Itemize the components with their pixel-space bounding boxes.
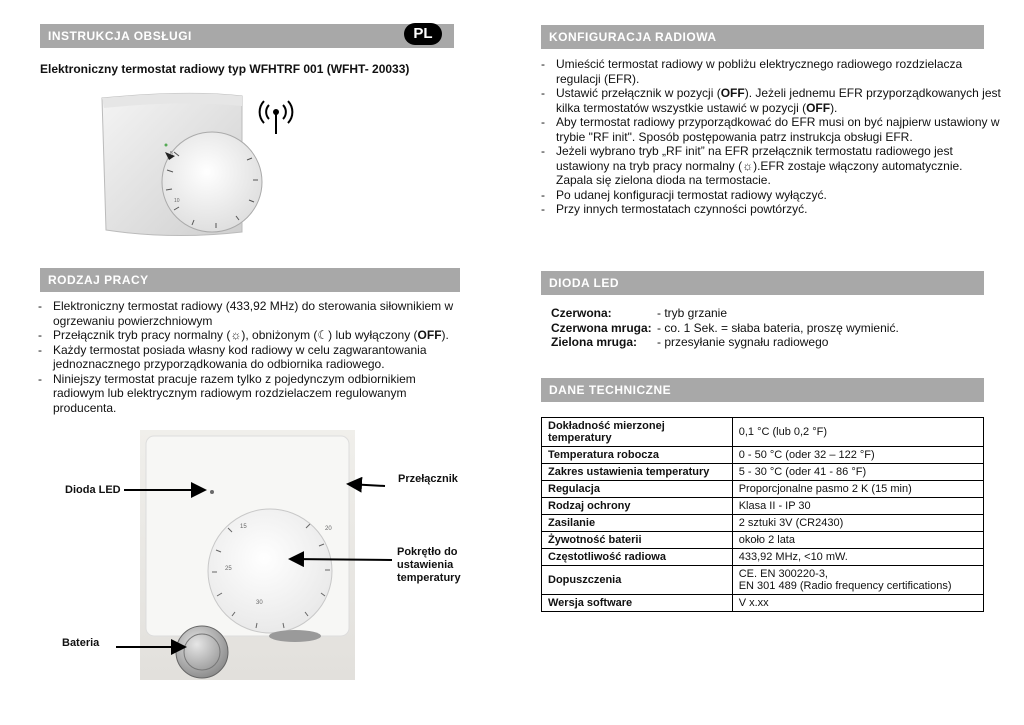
tech-value: 0 - 50 °C (oder 32 – 122 °F) bbox=[732, 447, 983, 464]
led-table bbox=[551, 306, 981, 350]
tech-value: Proporcjonalne pasmo 2 K (15 min) bbox=[732, 481, 983, 498]
led-row bbox=[551, 335, 981, 350]
lang-badge: PL bbox=[404, 23, 442, 45]
led-key: Zielona mruga: bbox=[551, 335, 638, 349]
header-dane-techniczne bbox=[541, 378, 984, 402]
tech-key: Rodzaj ochrony bbox=[542, 498, 733, 515]
label-przelacznik: Przełącznik bbox=[398, 473, 458, 485]
tech-row bbox=[542, 566, 984, 595]
led-key: Czerwona: bbox=[551, 306, 612, 320]
radio-item: - Ustawić przełącznik w pozycji (OFF). Jeżeli jednemu EFR przyporządkowanych jest kilka termostatów wszystkie ustawić w pozycji (OFF). bbox=[541, 86, 1001, 115]
radio-item: - Umieścić termostat radiowy w pobliżu elektrycznego radiowego rozdzielacza regulacji (EFR). bbox=[541, 57, 1001, 86]
tech-row bbox=[542, 418, 984, 447]
led-row bbox=[551, 321, 981, 336]
tech-value: 0,1 °C (lub 0,2 °F) bbox=[732, 418, 983, 447]
mode-item: - Elektroniczny termostat radiowy (433,92 MHz) do sterowania siłownikiem w ogrzewaniu powierzchniowym bbox=[38, 299, 468, 328]
header-dane-techniczne-label: DANE TECHNICZNE bbox=[549, 383, 672, 397]
dial-number: 10 bbox=[174, 198, 180, 204]
tech-table bbox=[541, 417, 984, 612]
dial-number: 5 bbox=[170, 151, 173, 157]
radio-item: - Jeżeli wybrano tryb „RF init” na EFR przełącznik termostatu radiowego jest ustawiony na tryb pracy normalny (☼).EFR zostaje włączony automatycznie. Zapala się zielona dioda na termostacie. bbox=[541, 144, 1001, 188]
radio-item: - Przy innych termostatach czynności powtórzyć. bbox=[541, 202, 1001, 217]
header-dioda-led-label: DIODA LED bbox=[549, 276, 620, 290]
header-rodzaj-pracy-label: RODZAJ PRACY bbox=[48, 273, 149, 287]
led-key: Czerwona mruga: bbox=[551, 320, 652, 335]
tech-value: około 2 lata bbox=[732, 532, 983, 549]
tech-row bbox=[542, 464, 984, 481]
tech-key: Dokładność mierzonej temperatury bbox=[542, 418, 733, 447]
tech-row bbox=[542, 595, 984, 612]
dial-number: 15 bbox=[240, 524, 247, 530]
led-row bbox=[551, 306, 981, 321]
led-value: - przesyłanie sygnału radiowego bbox=[657, 335, 829, 349]
header-instrukcja-label: INSTRUKCJA OBSŁUGI bbox=[48, 29, 192, 43]
radio-item: - Aby termostat radiowy przyporządkować do EFR musi on być najpierw ustawiony w trybie "RF init". Sposób postępowania patrz instrukcja obsługi EFR. bbox=[541, 115, 1001, 144]
mode-item: - Niniejszy termostat pracuje razem tylko z pojedynczym odbiornikiem radiowym lub elektrycznym radiowym rozdzielaczem regulowanym producenta. bbox=[38, 372, 468, 416]
dial-number: 20 bbox=[325, 526, 332, 532]
led-value: - tryb grzanie bbox=[657, 306, 728, 320]
tech-row bbox=[542, 481, 984, 498]
header-dioda-led bbox=[541, 271, 984, 295]
tech-value: 2 sztuki 3V (CR2430) bbox=[732, 515, 983, 532]
dial-number: 30 bbox=[256, 600, 263, 606]
tech-key: Dopuszczenia bbox=[542, 566, 733, 595]
radio-item: - Po udanej konfiguracji termostat radiowy wyłączyć. bbox=[541, 188, 1001, 203]
label-pokretlo: Pokrętło do ustawienia temperatury bbox=[397, 546, 461, 584]
tech-row bbox=[542, 532, 984, 549]
tech-key: Regulacja bbox=[542, 481, 733, 498]
tech-row bbox=[542, 515, 984, 532]
tech-key: Żywotność baterii bbox=[542, 532, 733, 549]
label-dioda-led: Dioda LED bbox=[65, 484, 121, 496]
mode-item: - Przełącznik tryb pracy normalny (☼), obniżonym (☾) lub wyłączony (OFF). bbox=[38, 328, 468, 343]
tech-value: 5 - 30 °C (oder 41 - 86 °F) bbox=[732, 464, 983, 481]
tech-value: V x.xx bbox=[732, 595, 983, 612]
tech-key: Wersja software bbox=[542, 595, 733, 612]
tech-key: Częstotliwość radiowa bbox=[542, 549, 733, 566]
tech-row bbox=[542, 549, 984, 566]
led-value: - co. 1 Sek. = słaba bateria, proszę wymienić. bbox=[657, 320, 899, 335]
tech-row bbox=[542, 498, 984, 515]
tech-row bbox=[542, 447, 984, 464]
tech-value: Klasa II - IP 30 bbox=[732, 498, 983, 515]
label-bateria: Bateria bbox=[62, 637, 100, 649]
product-title: Elektroniczny termostat radiowy typ WFHTRF 001 (WFHT- 20033) bbox=[40, 62, 410, 76]
tech-key: Temperatura robocza bbox=[542, 447, 733, 464]
tech-key: Zakres ustawienia temperatury bbox=[542, 464, 733, 481]
tech-value: 433,92 MHz, <10 mW. bbox=[732, 549, 983, 566]
header-konfiguracja bbox=[541, 25, 984, 49]
tech-value: CE. EN 300220-3, EN 301 489 (Radio frequency certifications) bbox=[732, 566, 983, 595]
header-konfiguracja-label: KONFIGURACJA RADIOWA bbox=[549, 30, 717, 44]
tech-key: Zasilanie bbox=[542, 515, 733, 532]
radio-list bbox=[541, 57, 1001, 217]
dial-number: 25 bbox=[225, 566, 232, 572]
mode-item: - Każdy termostat posiada własny kod radiowy w celu zagwarantowania jednoznacznego przyporządkowania do odbiornika radiowego. bbox=[38, 343, 468, 372]
